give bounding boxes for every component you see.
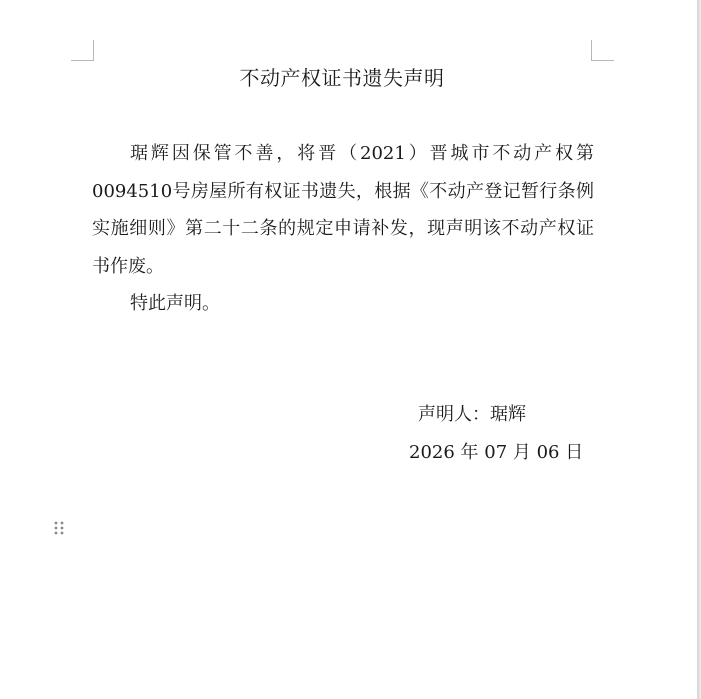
document-title[interactable]: 不动产权证书遗失声明: [239, 66, 445, 90]
page-right-edge: [697, 0, 701, 699]
signature-date[interactable]: 2026 年 07 月 06 日: [409, 442, 584, 463]
body-paragraph-2[interactable]: 特此声明。: [130, 293, 220, 314]
body-paragraph-1[interactable]: 琚辉因保管不善，将晋（2021）晋城市不动产权第0094510号房屋所有权证书遗失，根据《不动产登记暂行条例实施细则》第二十二条的规定申请补发，现声明该不动产权证书作废。: [92, 143, 594, 277]
document-body[interactable]: [92, 135, 594, 323]
top-right-margin-mark: [591, 40, 614, 61]
top-left-margin-mark: [71, 40, 94, 61]
declarant-line[interactable]: 声明人：琚辉: [418, 404, 526, 425]
drag-handle-icon[interactable]: [53, 520, 65, 536]
